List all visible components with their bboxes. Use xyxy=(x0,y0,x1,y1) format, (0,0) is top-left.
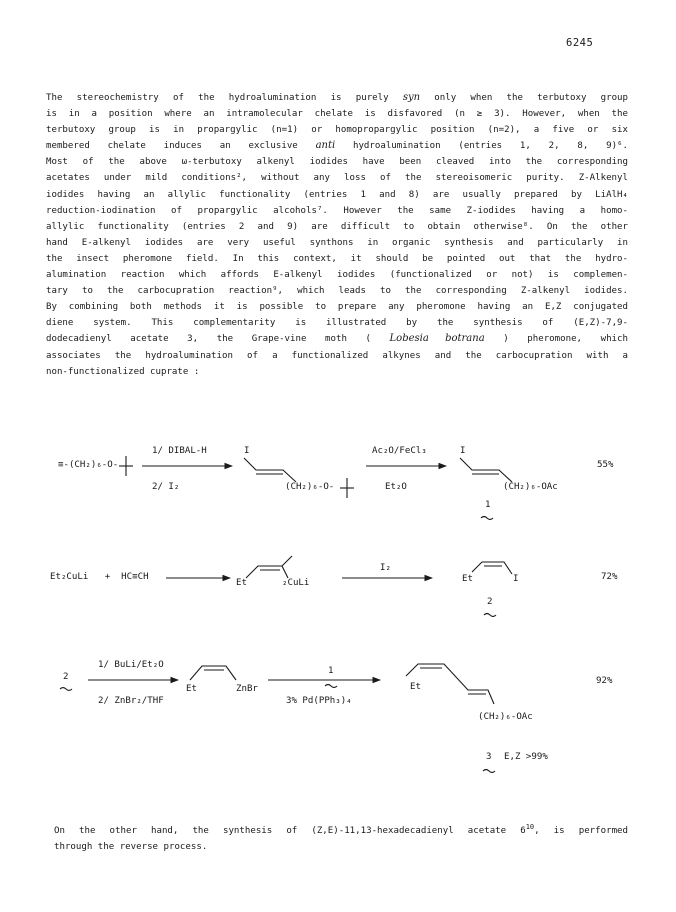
iodo-label-3: I xyxy=(513,574,519,584)
reagent-buli: 1/ BuLi/Et₂O xyxy=(98,660,164,670)
body-line: reduction-iodination of propargylic alcohols⁷. However the same Z-iodides having a homo- xyxy=(46,205,628,216)
start-compound-2: 2 xyxy=(63,672,69,682)
yield-2: 72% xyxy=(601,572,618,582)
cuprate-label: ₂CuLi xyxy=(282,578,310,588)
ethyl-label-2: Et xyxy=(462,574,473,584)
ethyl-label-1: Et xyxy=(236,578,247,588)
alkene-4 xyxy=(472,562,512,574)
compound-ref-6: 6 xyxy=(520,826,526,837)
body-line: iodides having an allylic functionality (entries 1 and 8) are usually prepared by LiAlH₄ xyxy=(46,189,628,200)
body-line: the insect pheromone field. In this context, it should be pointed out that the hydro- xyxy=(46,253,628,264)
tilde-4 xyxy=(325,685,337,688)
reagent-ac2o: Ac₂O/FeCl₃ xyxy=(372,446,427,456)
body-line: tary to the carbocupration reaction⁹, which leads to the corresponding Z-alkenyl iodides. xyxy=(46,286,628,297)
substituent-2: (CH₂)₆-OAc xyxy=(503,482,558,492)
body-line: The stereochemistry of the hydroalumination is purely syn only when the terbutoxy group xyxy=(46,92,629,103)
body-line: diene system. This complementarity is illustrated by the synthesis of (E,Z)-7,9- xyxy=(46,318,628,329)
substituent-1: (CH₂)₆-O- xyxy=(285,482,335,492)
body-line: is in a position where an intramolecular chelate is disfavored (n ≥ 3). However, when the xyxy=(46,109,628,120)
body-line: associates the hydroalumination of a functionalized alkynes and the carbocupration with a xyxy=(46,350,628,361)
ethyl-label-4: Et xyxy=(410,682,421,692)
cuprate-start: Et₂CuLi + HC≡CH xyxy=(50,572,149,582)
compound-label-2: 2 xyxy=(487,597,493,607)
alkene-5 xyxy=(190,666,236,680)
bottom-paragraph xyxy=(54,819,628,855)
alkyne-start: ≡-(CH₂)₆-O- xyxy=(58,460,119,470)
bottom-line-1: On the other hand, the synthesis of (Z,E)-11,13-hexadecadienyl acetate $6^{10}$, is performed xyxy=(54,823,628,837)
purity-label: E,Z >99% xyxy=(504,752,548,762)
body-line: By combining both methods it is possible to prepare any pheromone having an E,Z conjugated xyxy=(46,302,628,313)
body-line: allylic functionality (entries 2 and 9) are difficult to obtain otherwise⁸. On the other xyxy=(46,221,628,232)
yield-1: 55% xyxy=(597,460,614,470)
alkene-1 xyxy=(244,458,296,482)
alkene-3 xyxy=(246,556,292,578)
tilde-3 xyxy=(60,688,72,691)
reagent-iodine: 2/ I₂ xyxy=(152,482,180,492)
yield-3: 92% xyxy=(596,676,613,686)
substituent-3: (CH₂)₆-OAc xyxy=(478,712,533,722)
body-line: membered chelate induces an exclusive anti hydroalumination (entries 1, 2, 8, 9)⁶. xyxy=(46,140,628,152)
bottom-line-2: through the reverse process. xyxy=(54,842,208,853)
tilde-1 xyxy=(481,517,493,520)
body-line: alumination reaction which affords E-alkenyl iodides (functionalized or not) is complemen- xyxy=(46,270,628,281)
body-line: non-functionalized cuprate : xyxy=(46,366,200,377)
body-line: dodecadienyl acetate 3, the Grape-vine moth ( Lobesia botrana ) pheromone, which xyxy=(46,333,628,345)
reagent-pd: 3% Pd(PPh₃)₄ xyxy=(286,696,352,706)
reagent-compound-1: 1 xyxy=(328,666,334,676)
iodo-label-1: I xyxy=(244,446,250,456)
tilde-5 xyxy=(483,770,495,773)
body-line: terbutoxy group is in propargylic (n=1) or homopropargylic position (n=2), a five or six xyxy=(46,125,628,136)
alkene-2 xyxy=(460,458,512,482)
tilde-2 xyxy=(484,614,496,617)
body-line: acetates under mild conditions², without any loss of the stereoisomeric purity. Z-Alkenyl xyxy=(46,173,628,184)
reagent-i2: I₂ xyxy=(380,563,391,573)
reagent-dibal: 1/ DIBAL-H xyxy=(152,446,207,456)
ethyl-label-3: Et xyxy=(186,684,197,694)
body-line: Most of the above ω-terbutoxy alkenyl iodides have been cleaved into the corresponding xyxy=(46,157,628,168)
compound-label-3: 3 xyxy=(486,752,492,762)
footnote-10: 10 xyxy=(525,823,535,831)
reagent-znbr2: 2/ ZnBr₂/THF xyxy=(98,696,164,706)
iodo-label-2: I xyxy=(460,446,466,456)
page-number: 6245 xyxy=(566,37,594,49)
reagent-et2o: Et₂O xyxy=(385,482,407,492)
body-line: hand E-alkenyl iodides are very useful synthons in organic synthesis and particularly in xyxy=(46,237,628,248)
znbr-label: ZnBr xyxy=(236,684,258,694)
compound-label-1: 1 xyxy=(485,500,491,510)
